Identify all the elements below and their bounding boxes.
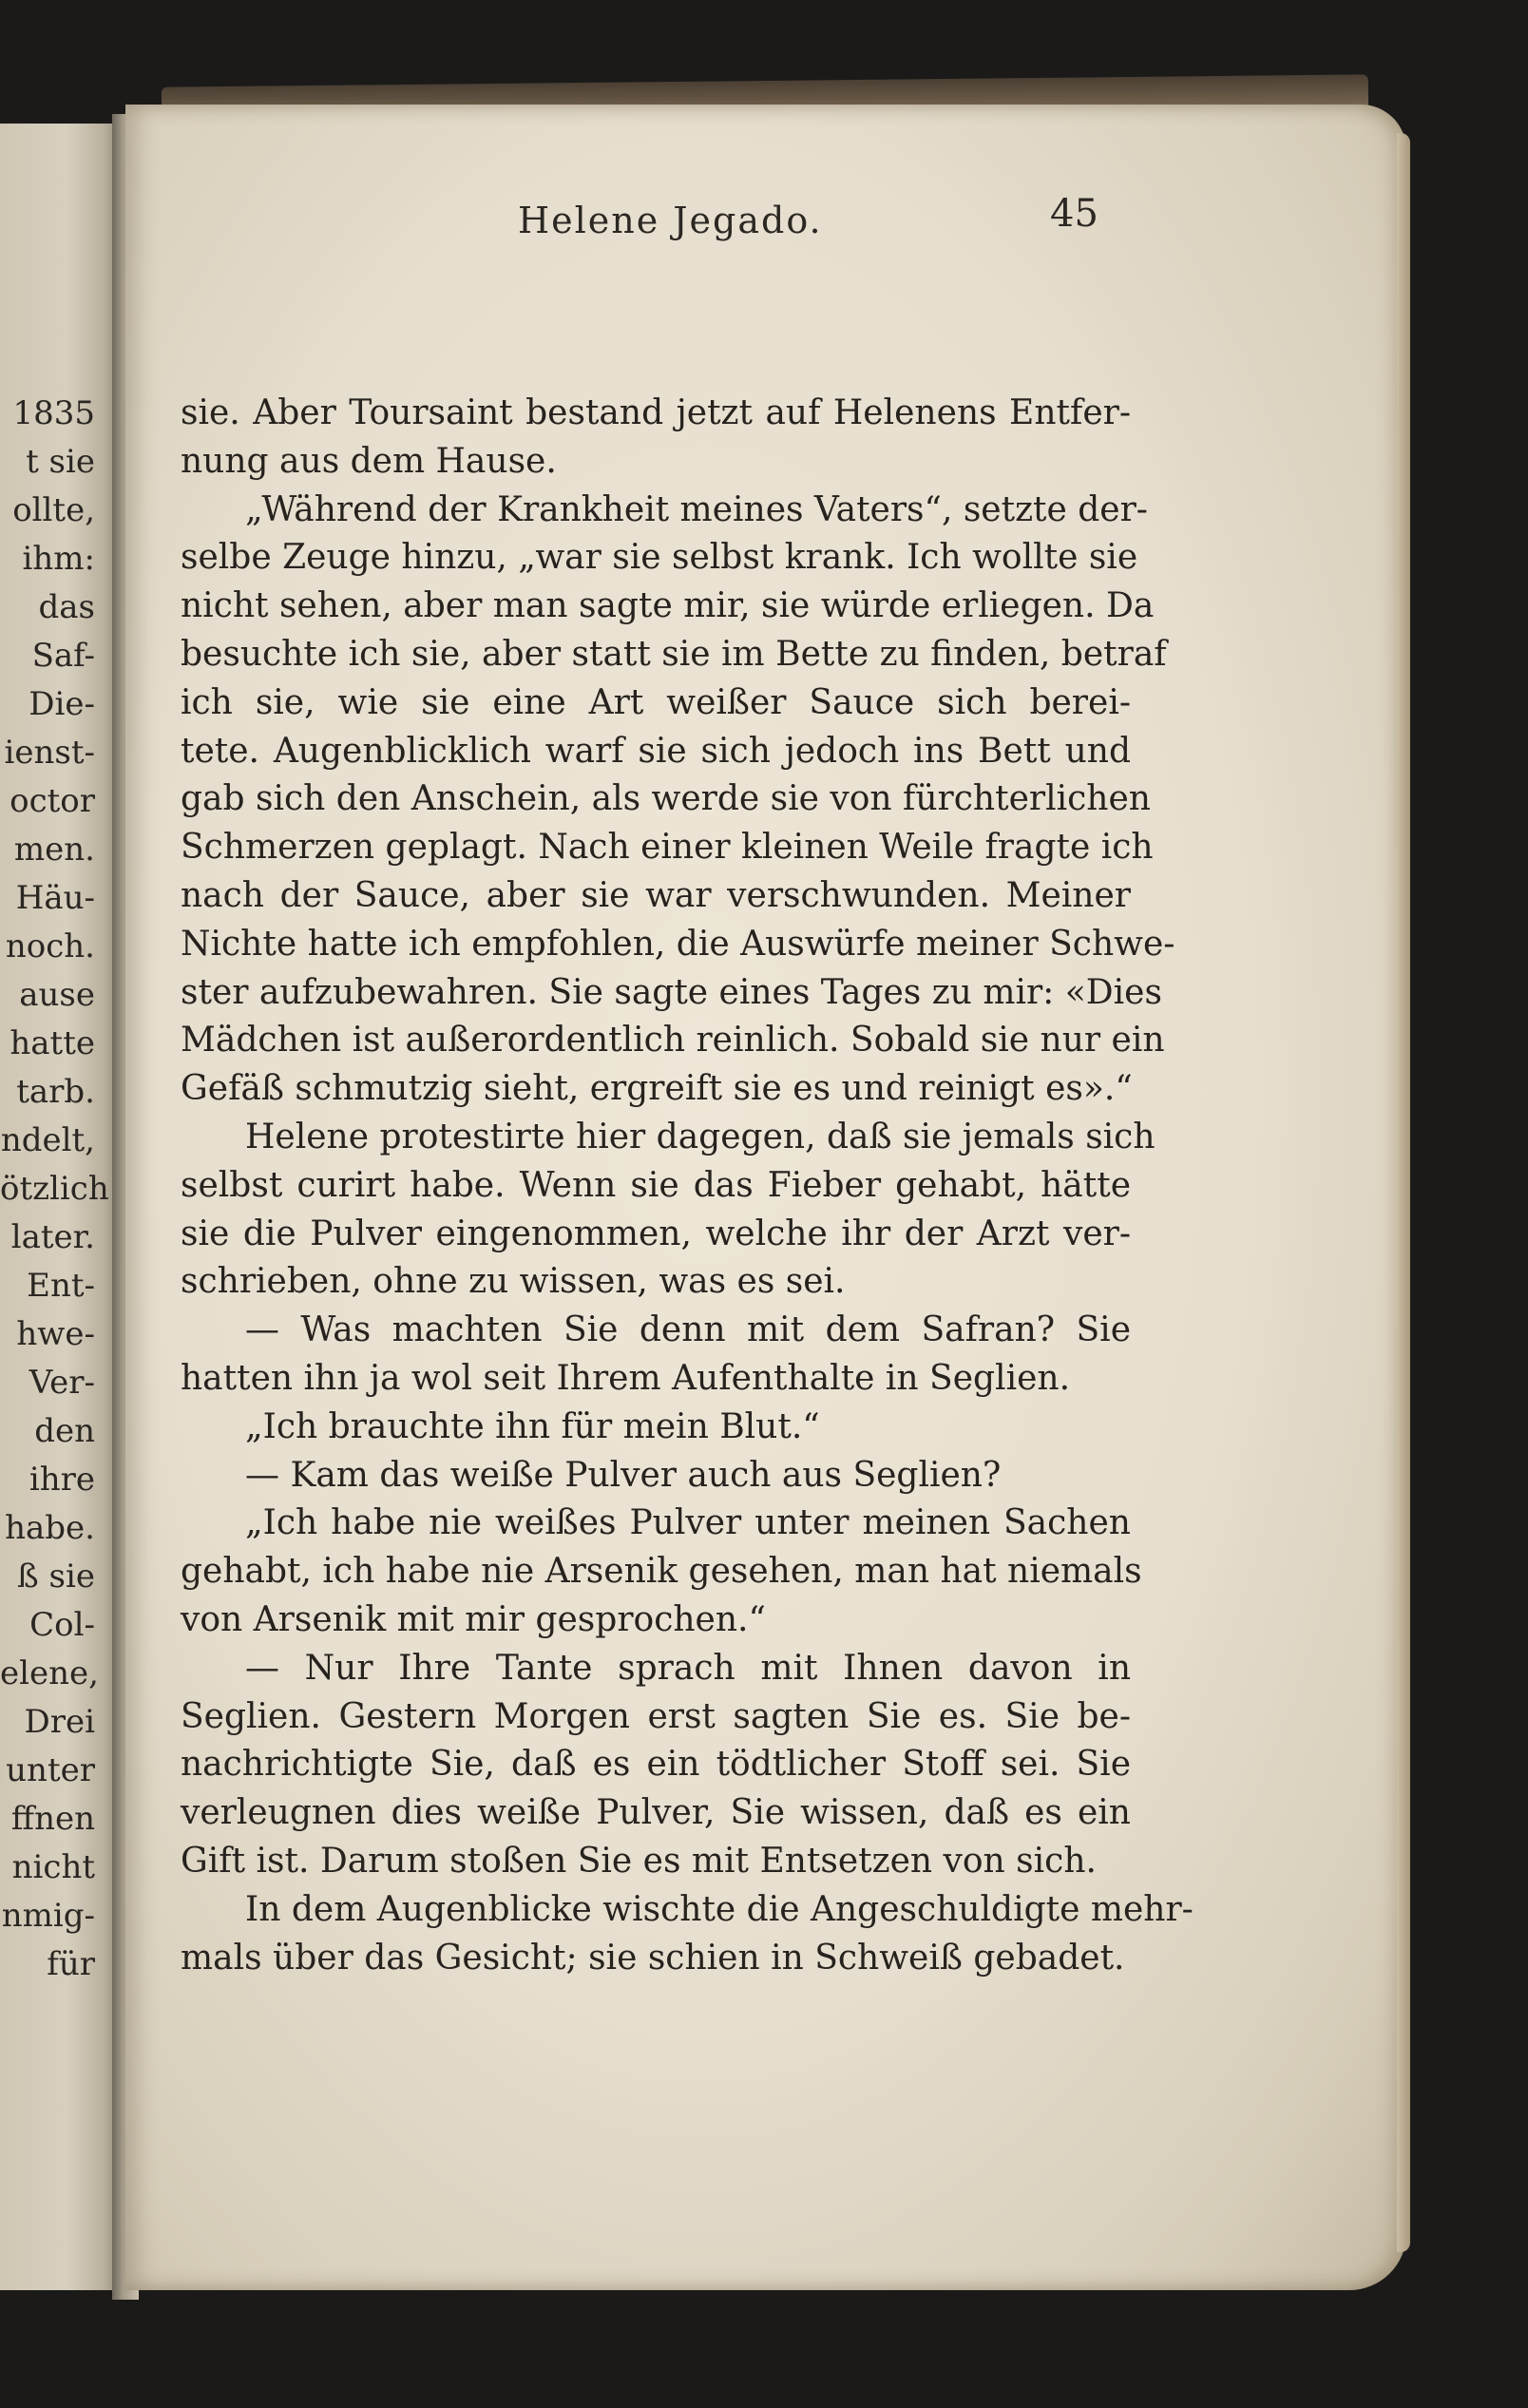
text-line: Seglien. Gestern Morgen erst sagten Sie es. Sie be-	[181, 1696, 1131, 1736]
left-fragment: ollte,	[12, 491, 95, 529]
left-fragment: ihre	[29, 1461, 95, 1499]
text-line: „Ich brauchte ihn für mein Blut.“	[245, 1406, 820, 1446]
running-title: Helene Jegado.	[518, 200, 823, 241]
text-line: Mädchen ist außerordentlich reinlich. Sobald sie nur ein	[181, 1021, 1165, 1061]
text-line: nung aus dem Hause.	[181, 441, 557, 481]
left-fragment: Ent-	[27, 1267, 95, 1305]
left-fragment: Ver-	[29, 1364, 95, 1402]
text-line: hatten ihn ja wol seit Ihrem Aufenthalte in Seglien.	[181, 1358, 1071, 1398]
text-line: ster aufzubewahren. Sie sagte eines Tages zu mir: «Dies	[181, 972, 1162, 1012]
text-line: — Nur Ihre Tante sprach mit Ihnen davon in	[245, 1648, 1131, 1688]
left-fragment: later.	[10, 1218, 95, 1256]
text-line: schrieben, ohne zu wissen, was es sei.	[181, 1262, 846, 1302]
text-line: „Während der Krankheit meines Vaters“, setzte der-	[245, 489, 1148, 529]
left-fragment: ienst-	[4, 734, 95, 772]
text-line: ich sie, wie sie eine Art weißer Sauce sich berei-	[181, 682, 1131, 722]
text-line: selbst curirt habe. Wenn sie das Fieber gehabt, hätte	[181, 1165, 1131, 1205]
left-fragment: octor	[10, 782, 95, 820]
left-fragment: das	[38, 588, 95, 626]
left-fragment: ötzlich	[0, 1170, 109, 1208]
left-fragment: unter	[6, 1751, 95, 1789]
left-fragment: t sie	[26, 443, 95, 481]
left-fragment: Häu-	[15, 879, 95, 917]
text-line: verleugnen dies weiße Pulver, Sie wissen, daß es ein	[181, 1793, 1131, 1833]
left-fragment: nicht	[11, 1848, 95, 1886]
text-line: sie die Pulver eingenommen, welche ihr der Arzt ver-	[181, 1214, 1131, 1253]
text-line: sie. Aber Toursaint bestand jetzt auf Helenens Entfer-	[181, 393, 1131, 432]
left-page-edge	[0, 124, 122, 2290]
left-fragment: Col-	[29, 1606, 95, 1644]
text-line: von Arsenik mit mir gesprochen.“	[181, 1599, 766, 1639]
text-line: Gift ist. Darum stoßen Sie es mit Entsetzen von sich.	[181, 1841, 1097, 1881]
text-line: — Kam das weiße Pulver auch aus Seglien?	[245, 1455, 1002, 1495]
text-line: Gefäß schmutzig sieht, ergreift sie es und reinigt es».“	[181, 1069, 1133, 1109]
left-fragment: Saf-	[31, 637, 95, 675]
left-fragment: den	[34, 1412, 95, 1450]
text-line: Schmerzen geplagt. Nach einer kleinen Weile fragte ich	[181, 828, 1154, 868]
text-line: tete. Augenblicklich warf sie sich jedoch ins Bett und	[181, 731, 1131, 771]
left-fragment: Drei	[24, 1703, 95, 1741]
left-fragment: ffnen	[10, 1800, 95, 1838]
page-number: 45	[1050, 192, 1098, 236]
text-line: nach der Sauce, aber sie war verschwunden. Meiner	[181, 875, 1131, 915]
text-line: — Was machten Sie denn mit dem Safran? Sie	[245, 1310, 1131, 1350]
text-line: mals über das Gesicht; sie schien in Schweiß gebadet.	[181, 1938, 1125, 1978]
left-fragment: ause	[19, 976, 95, 1014]
left-fragment: men.	[13, 831, 95, 869]
left-fragment: für	[47, 1945, 95, 1983]
left-fragment: 1835	[12, 394, 95, 432]
text-line: Nichte hatte ich empfohlen, die Auswürfe meiner Schwe-	[181, 924, 1175, 964]
text-line: nicht sehen, aber man sagte mir, sie würde erliegen. Da	[181, 586, 1155, 626]
text-line: gab sich den Anschein, als werde sie von fürchterlichen	[181, 779, 1151, 819]
body-text	[181, 390, 1194, 1982]
left-fragment: ndelt,	[0, 1121, 95, 1159]
text-line: gehabt, ich habe nie Arsenik gesehen, man hat niemals	[181, 1552, 1142, 1592]
left-fragment: elene,	[0, 1654, 99, 1692]
left-fragment: hatte	[10, 1024, 95, 1062]
text-line: selbe Zeuge hinzu, „war sie selbst krank. Ich wollte sie	[181, 538, 1138, 578]
page-fore-edge	[1397, 133, 1410, 2252]
left-fragment: habe.	[5, 1509, 95, 1547]
left-fragment: hwe-	[16, 1315, 95, 1353]
left-fragment: noch.	[5, 927, 95, 965]
left-page-text-fragments	[0, 390, 109, 1989]
left-fragment: tarb.	[16, 1073, 95, 1111]
text-line: „Ich habe nie weißes Pulver unter meinen Sachen	[245, 1503, 1131, 1543]
running-head	[380, 192, 1140, 257]
text-line: In dem Augenblicke wischte die Angeschuldigte mehr-	[245, 1889, 1194, 1929]
left-fragment: ß sie	[17, 1558, 95, 1596]
left-fragment: ihm:	[22, 540, 95, 578]
text-line: besuchte ich sie, aber statt sie im Bette zu finden, betraf	[181, 634, 1167, 674]
left-fragment: Die-	[29, 685, 95, 723]
left-fragment: nmig-	[1, 1897, 95, 1935]
text-line: Helene protestirte hier dagegen, daß sie jemals sich	[245, 1117, 1156, 1156]
text-line: nachrichtigte Sie, daß es ein tödtlicher Stoff sei. Sie	[181, 1745, 1131, 1785]
